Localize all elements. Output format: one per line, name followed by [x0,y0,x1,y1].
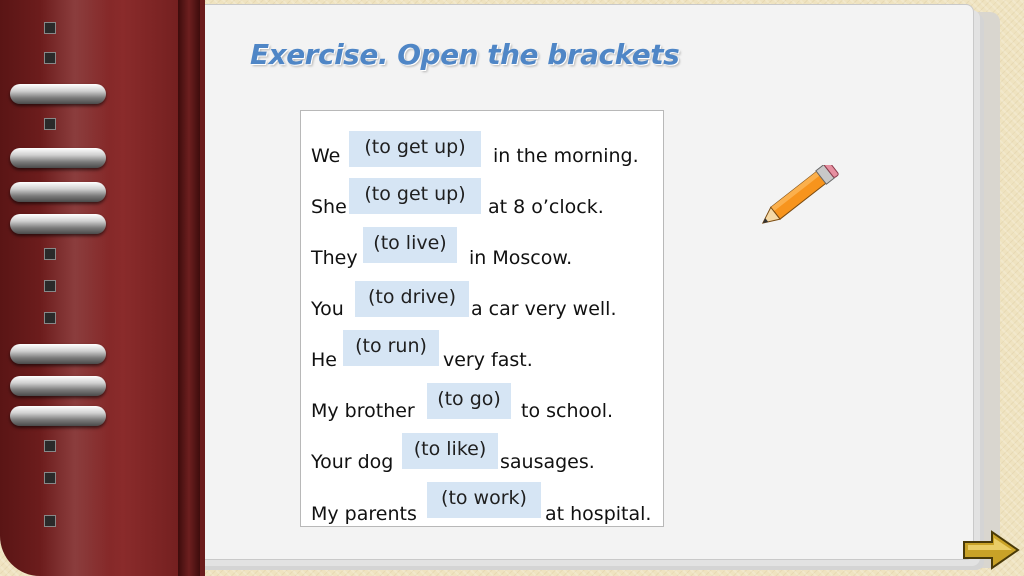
verb-hint-box[interactable]: (to drive) [355,281,469,317]
verb-hint-box[interactable]: (to live) [363,227,457,263]
binder-hole [44,515,56,527]
binder-ring [10,84,106,104]
exercise-box [300,110,664,527]
sentence-rest: in the morning. [493,145,639,167]
binder-ring [10,406,106,426]
binder-ring [10,182,106,202]
binder-hole [44,312,56,324]
verb-hint-box[interactable]: (to run) [343,330,439,366]
sentence-rest: at 8 o’clock. [488,196,604,218]
binder-hole [44,472,56,484]
binder-hole [44,52,56,64]
sentence-subject: They [311,247,358,269]
next-slide-button[interactable] [962,530,1020,574]
sentence-rest: to school. [521,400,614,422]
sentence-subject: He [311,349,337,371]
verb-hint-box[interactable]: (to get up) [349,178,481,214]
sentence-rest: in Moscow. [469,247,573,269]
arrow-right-icon [962,530,1020,570]
binder-ring [10,148,106,168]
binder-hole [44,118,56,130]
sentence-subject: You [311,298,344,320]
binder-ring [10,344,106,364]
binder-hole [44,440,56,452]
sentence-rest: a car very well. [471,298,617,320]
sentence-subject: We [311,145,341,167]
binder-hole [44,248,56,260]
verb-hint-box[interactable]: (to work) [427,482,541,518]
page-title: Exercise. Open the brackets [250,38,680,71]
verb-hint-box[interactable]: (to like) [402,433,498,469]
sentence-subject: She [311,196,347,218]
sentence-rest: at hospital. [545,503,652,525]
verb-hint-box[interactable]: (to go) [427,383,511,419]
sentence-rest: sausages. [500,451,595,473]
sentence-subject: My brother [311,400,415,422]
binder-ring [10,376,106,396]
notebook-spine [178,0,200,576]
sentence-rest: very fast. [443,349,533,371]
binder-hole [44,22,56,34]
binder-ring [10,214,106,234]
sentence-subject: My parents [311,503,417,525]
sentence-subject: Your dog [311,451,394,473]
verb-hint-box[interactable]: (to get up) [349,131,481,167]
binder-hole [44,280,56,292]
pencil-icon [750,165,845,234]
